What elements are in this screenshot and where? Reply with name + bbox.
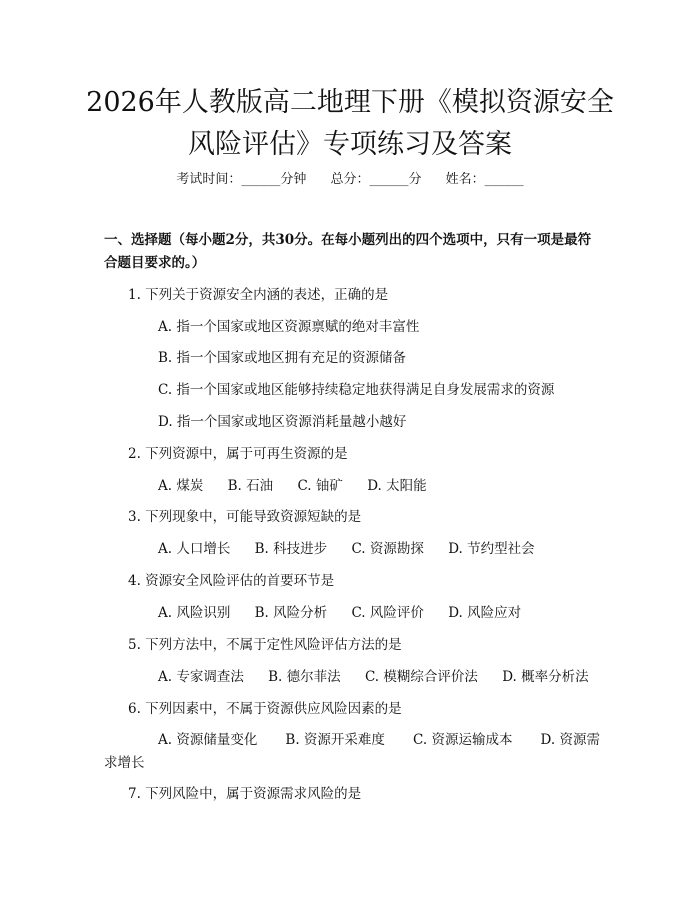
- question-1-option-b: B. 指一个国家或地区拥有充足的资源储备: [158, 350, 407, 366]
- question-6-option-c: C. 资源运输成本: [413, 732, 513, 748]
- question-1-stem: 1. 下列关于资源安全内涵的表述，正确的是: [128, 287, 389, 303]
- question-5-option-b: B. 德尔菲法: [268, 669, 341, 685]
- question-2-option-c: C. 铀矿: [297, 478, 343, 494]
- question-6-option-b: B. 资源开采难度: [285, 732, 385, 748]
- title-line-2: 风险评估》专项练习及答案: [188, 129, 512, 160]
- question-6-option-d: D. 资源需: [540, 732, 600, 748]
- question-6-stem: 6. 下列因素中，不属于资源供应风险因素的是: [128, 701, 402, 717]
- question-6-option-a: A. 资源储量变化: [158, 732, 258, 748]
- question-6-options: [158, 728, 600, 748]
- question-5-stem: 5. 下列方法中，不属于定性风险评估方法的是: [128, 637, 402, 653]
- exam-meta: [0, 168, 700, 187]
- question-7-stem: 7. 下列风险中，属于资源需求风险的是: [128, 786, 362, 802]
- question-5-option-d: D. 概率分析法: [502, 669, 589, 685]
- question-5-options: [158, 665, 609, 685]
- question-2-options: [158, 474, 447, 494]
- question-4-options: [158, 601, 541, 621]
- exam-score: 总分：______分: [330, 172, 422, 187]
- student-name: 姓名：______: [445, 172, 524, 187]
- question-2-option-d: D. 太阳能: [367, 478, 427, 494]
- question-2-option-b: B. 石油: [227, 478, 274, 494]
- question-3-stem: 3. 下列现象中，可能导致资源短缺的是: [128, 509, 362, 525]
- question-3-option-c: C. 资源勘探: [351, 541, 424, 557]
- question-3-options: [158, 537, 555, 557]
- question-5-option-c: C. 模糊综合评价法: [364, 669, 478, 685]
- page-title: [0, 82, 700, 166]
- question-1-option-c: C. 指一个国家或地区能够持续稳定地获得满足自身发展需求的资源: [158, 382, 555, 398]
- question-5-option-a: A. 专家调查法: [158, 669, 244, 685]
- question-3-option-d: D. 节约型社会: [448, 541, 535, 557]
- title-line-1: 2026年人教版高二地理下册《模拟资源安全: [86, 87, 614, 118]
- question-6-option-d-wrap: 求增长: [104, 755, 145, 771]
- exam-time: 考试时间：______分钟: [176, 172, 307, 187]
- question-2-option-a: A. 煤炭: [158, 478, 204, 494]
- question-4-option-a: A. 风险识别: [158, 605, 231, 621]
- question-4-stem: 4. 资源安全风险评估的首要环节是: [128, 573, 335, 589]
- section-heading: 一、选择题（每小题2分，共30分。在每小题列出的四个选项中，只有一项是最符合题目要求的。）: [104, 232, 592, 271]
- question-2-stem: 2. 下列资源中，属于可再生资源的是: [128, 446, 348, 462]
- question-1-option-a: A. 指一个国家或地区资源禀赋的绝对丰富性: [158, 319, 420, 335]
- question-4-option-b: B. 风险分析: [254, 605, 328, 621]
- question-3-option-a: A. 人口增长: [158, 541, 231, 557]
- question-3-option-b: B. 科技进步: [254, 541, 328, 557]
- question-4-option-c: C. 风险评价: [351, 605, 424, 621]
- question-1-option-d: D. 指一个国家或地区资源消耗量越小越好: [158, 414, 407, 430]
- question-4-option-d: D. 风险应对: [448, 605, 522, 621]
